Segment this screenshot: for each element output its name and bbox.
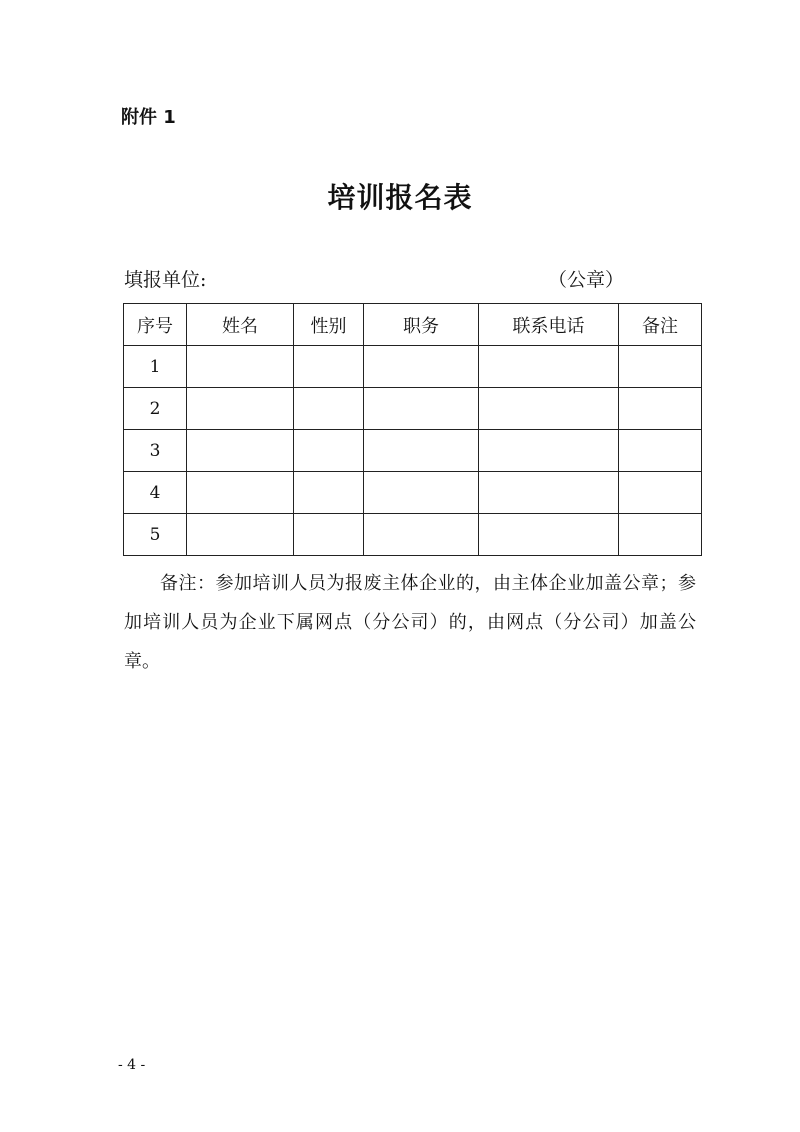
cell-index: 4: [124, 472, 187, 514]
remarks-note: 备注：参加培训人员为报废主体企业的，由主体企业加盖公章；参加培训人员为企业下属网点（分公司）的，由网点（分公司）加盖公章。: [124, 573, 696, 672]
cell-position: [364, 346, 479, 388]
header-index: 序号: [124, 304, 187, 346]
page-title: 培训报名表: [327, 181, 473, 214]
cell-position: [364, 472, 479, 514]
cell-index: 3: [124, 430, 187, 472]
header-position: 职务: [364, 304, 479, 346]
cell-name: [187, 388, 294, 430]
cell-remarks: [619, 346, 702, 388]
cell-gender: [294, 388, 364, 430]
cell-position: [364, 430, 479, 472]
table-row: [124, 514, 702, 556]
cell-phone: [479, 514, 619, 556]
cell-phone: [479, 388, 619, 430]
cell-position: [364, 388, 479, 430]
table-row: [124, 430, 702, 472]
header-remarks: 备注: [619, 304, 702, 346]
cell-index: 5: [124, 514, 187, 556]
cell-name: [187, 346, 294, 388]
header-name: 姓名: [187, 304, 294, 346]
cell-remarks: [619, 472, 702, 514]
cell-gender: [294, 514, 364, 556]
cell-remarks: [619, 388, 702, 430]
cell-phone: [479, 346, 619, 388]
cell-name: [187, 514, 294, 556]
seal-label: （公章）: [548, 269, 625, 291]
fill-unit-label: 填报单位:: [124, 269, 207, 291]
cell-gender: [294, 430, 364, 472]
table-row: [124, 346, 702, 388]
page-number: - 4 -: [118, 1057, 146, 1073]
cell-remarks: [619, 430, 702, 472]
registration-table: [123, 303, 702, 556]
table-header-row: [124, 304, 702, 346]
table-row: [124, 388, 702, 430]
cell-index: 1: [124, 346, 187, 388]
cell-name: [187, 430, 294, 472]
header-phone: 联系电话: [479, 304, 619, 346]
attachment-label: 附件 1: [121, 107, 176, 128]
cell-remarks: [619, 514, 702, 556]
cell-gender: [294, 472, 364, 514]
cell-position: [364, 514, 479, 556]
cell-phone: [479, 430, 619, 472]
header-gender: 性别: [294, 304, 364, 346]
cell-name: [187, 472, 294, 514]
table-row: [124, 472, 702, 514]
cell-index: 2: [124, 388, 187, 430]
cell-gender: [294, 346, 364, 388]
cell-phone: [479, 472, 619, 514]
